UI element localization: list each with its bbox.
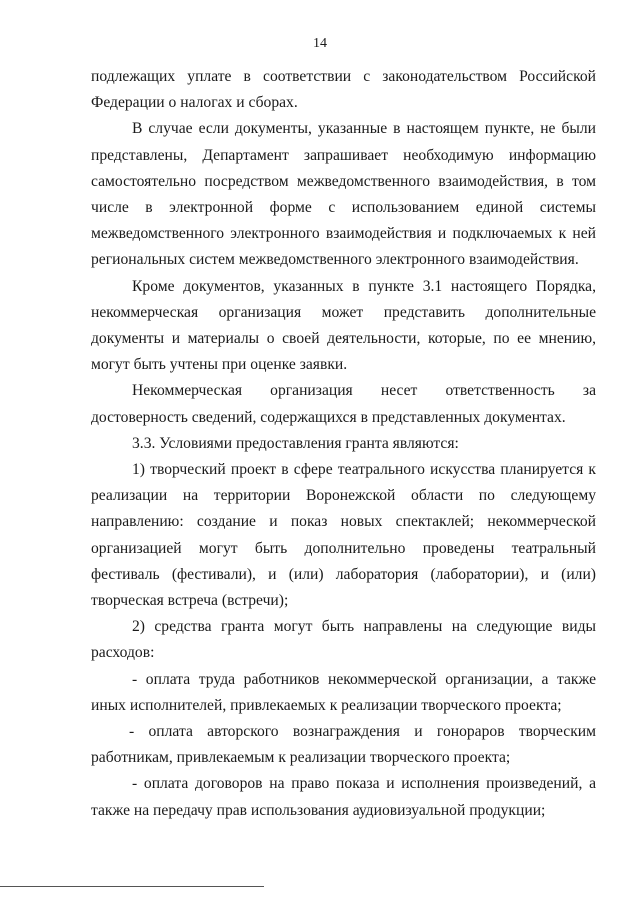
paragraph-responsibility: Некоммерческая организация несет ответственность за достоверность сведений, содержащихся в представленных документах. bbox=[91, 382, 596, 426]
bullet-author-fees: - оплата авторского вознаграждения и гонораров творческим работникам, привлекаемым к реализации творческого проекта; bbox=[91, 723, 596, 767]
paragraph-taxes-continuation: подлежащих уплате в соответствии с законодательством Российской Федерации о налогах и сборах. bbox=[91, 68, 596, 112]
list-item-2-expenses: 2) средства гранта могут быть направлены на следующие виды расходов: bbox=[91, 618, 596, 662]
page-bottom-rule bbox=[0, 886, 264, 887]
bullet-performance-rights: - оплата договоров на право показа и исполнения произведений, а также на передачу прав использования аудиовизуальной продукции; bbox=[91, 775, 596, 819]
bullet-labor-payment: - оплата труда работников некоммерческой организации, а также иных исполнителей, привлекаемых к реализации творческого проекта; bbox=[91, 670, 596, 714]
list-item-1-creative-project: 1) творческий проект в сфере театрального искусства планируется к реализации на территории Воронежской области по следующему направлению: создание и показ новых спектаклей; некоммерческой организацией могут быть дополнительно проведены театральный фестиваль (фестивали), и (или) лаборатория (лаборатории), и (или) творческая встреча (встречи); bbox=[91, 461, 596, 610]
section-heading-3-3: 3.3. Условиями предоставления гранта являются: bbox=[132, 434, 459, 452]
page-number: 14 bbox=[313, 36, 327, 51]
paragraph-interagency-request: В случае если документы, указанные в настоящем пункте, не были представлены, Департамент запрашивает необходимую информацию самостоятельно посредством межведомственного взаимодействия, в том числе в электронной форме с использованием единой системы межведомственного электронного взаимодействия и подключаемых к ней региональных систем межведомственного электронного взаимодействия. bbox=[91, 120, 596, 269]
document-body bbox=[91, 64, 596, 824]
paragraph-additional-documents: Кроме документов, указанных в пункте 3.1 настоящего Порядка, некоммерческая организация может представить дополнительные документы и материалы о своей деятельности, которые, по ее мнению, могут быть учтены при оценке заявки. bbox=[91, 277, 596, 374]
